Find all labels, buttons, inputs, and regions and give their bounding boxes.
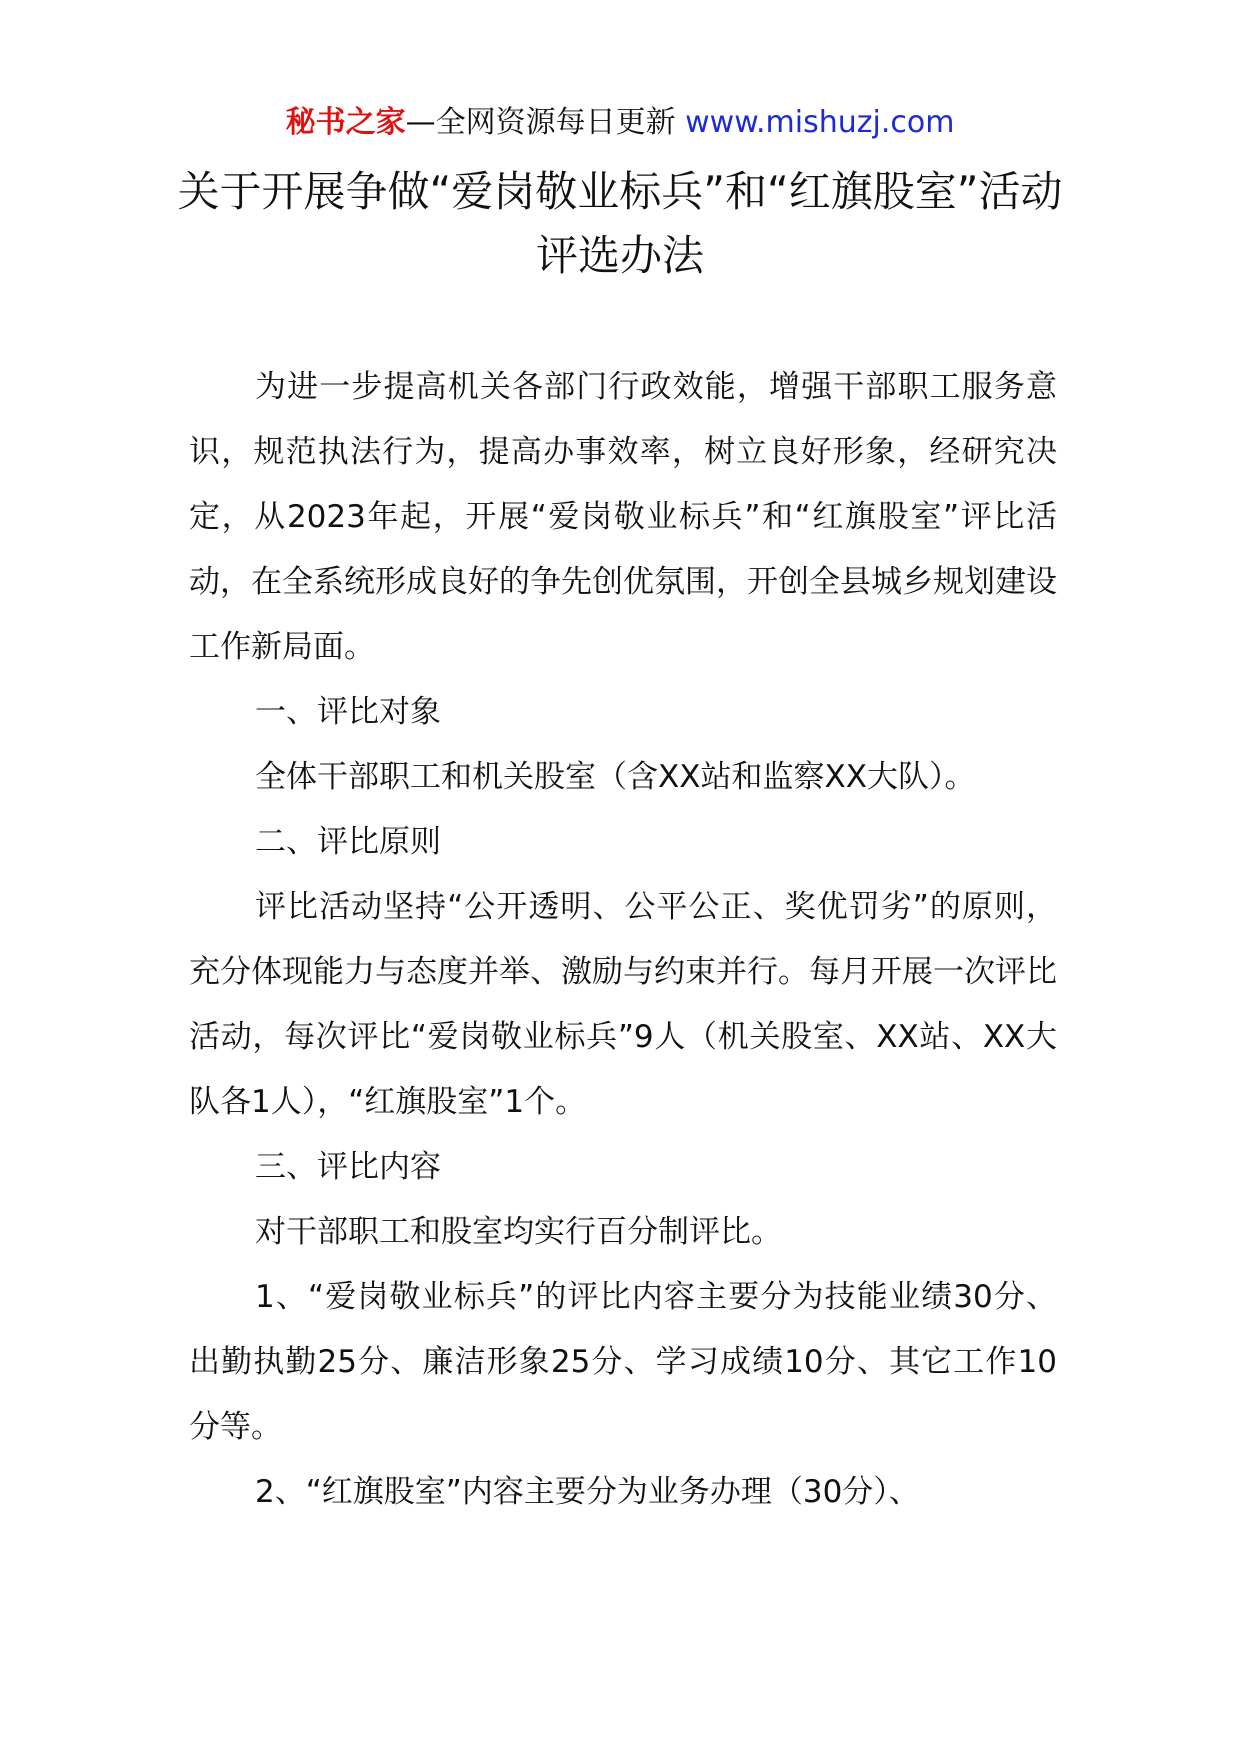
list-item-1: 1、“爱岗敬业标兵”的评比内容主要分为技能业绩30分、出勤执勤25分、廉洁形象25分、学习成绩10分、其它工作10分等。 — [189, 1279, 1057, 1445]
body-paragraph: 全体干部职工和机关股室（含XX站和监察XX大队）。 — [255, 759, 976, 795]
body-paragraph: 评比活动坚持“公开透明、公平公正、奖优罚劣”的原则，充分体现能力与态度并举、激励与约束并行。每月开展一次评比活动，每次评比“爱岗敬业标兵”9人（机关股室、XX站、XX大队各1人），“红旗股室”1个。 — [189, 889, 1057, 1120]
list-item-2: 2、“红旗股室”内容主要分为业务办理（30分）、 — [255, 1474, 920, 1510]
header-tagline: —全网资源每日更新 — [405, 105, 686, 140]
site-link[interactable]: www.mishuzj.com — [685, 105, 955, 140]
section-heading-3: 三、评比内容 — [255, 1149, 441, 1185]
section-heading-1: 一、评比对象 — [255, 694, 441, 730]
body-paragraph: 对干部职工和股室均实行百分制评比。 — [255, 1214, 782, 1250]
document-title: 关于开展争做“爱岗敬业标兵”和“红旗股室”活动评选办法 — [177, 167, 1063, 280]
brand-name: 秘书之家 — [285, 105, 406, 140]
section-heading-2: 二、评比原则 — [255, 824, 441, 860]
intro-paragraph: 为进一步提高机关各部门行政效能，增强干部职工服务意识，规范执法行为，提高办事效率，树立良好形象，经研究决定，从2023年起，开展“爱岗敬业标兵”和“红旗股室”评比活动，在全系统形成良好的争先创优氛围，开创全县城乡规划建设工作新局面。 — [189, 369, 1057, 665]
document-body — [189, 355, 1057, 1525]
watermark-header — [0, 103, 1240, 143]
